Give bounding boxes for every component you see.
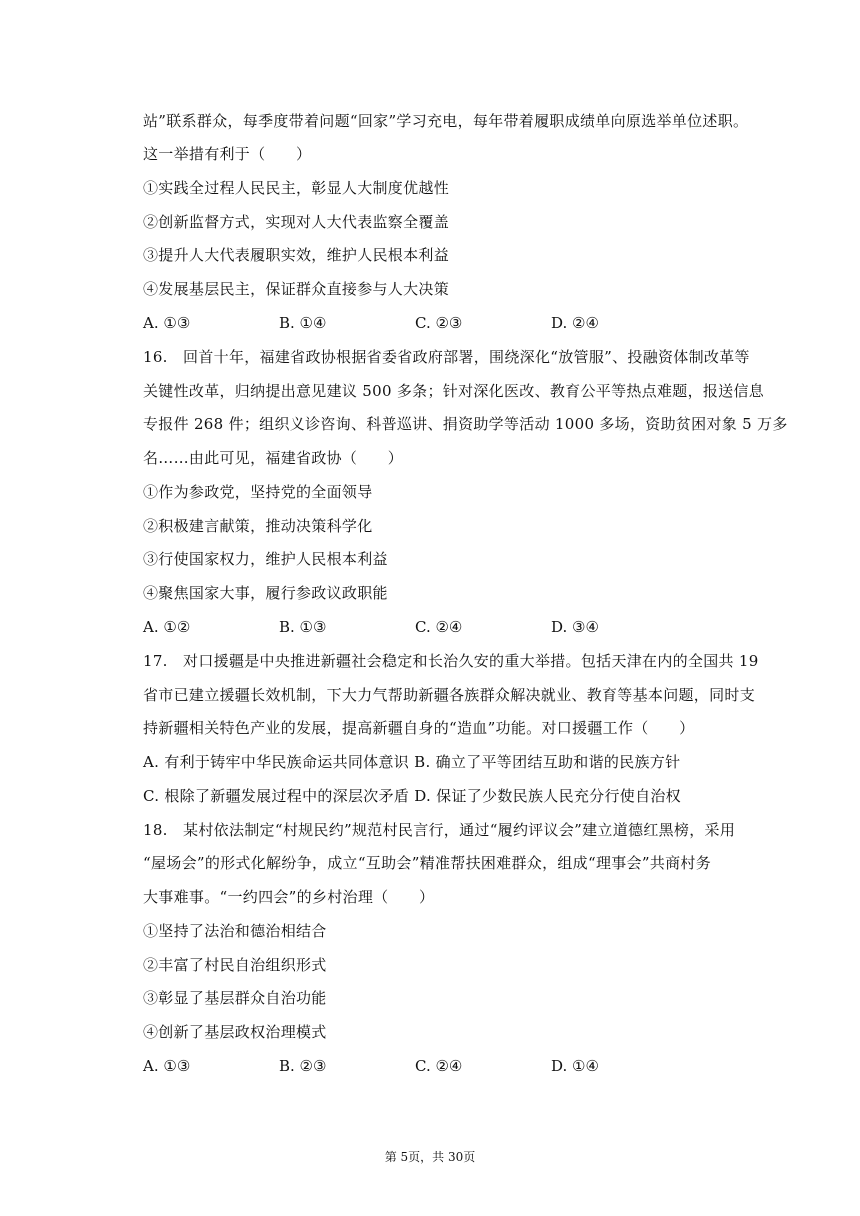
q18-stem-line-3: 大事难事。“一约四会”的乡村治理（ ） xyxy=(143,888,435,906)
q18-item-3: ③彰显了基层群众自治功能 xyxy=(143,989,327,1007)
page-number-footer: 第 5页，共 30页 xyxy=(384,1150,476,1164)
q18-option-a: A. ①③ xyxy=(143,1057,191,1075)
q18-stem-line-1: 18. 某村依法制定“村规民约”规范村民言行，通过“履约评议会”建立道德红黑榜，采用 xyxy=(143,821,736,839)
q16-item-2: ②积极建言献策，推动决策科学化 xyxy=(143,517,373,535)
q17-stem-line-1: 17. 对口援疆是中央推进新疆社会稳定和长治久安的重大举措。包括天津在内的全国共 19 xyxy=(143,652,759,670)
q16-item-3: ③行使国家权力，维护人民根本利益 xyxy=(143,550,388,568)
q17-stem-line-2: 省市已建立援疆长效机制，下大力气帮助新疆各族群众解决就业、教育等基本问题，同时支 xyxy=(143,686,756,704)
q16-option-a: A. ①② xyxy=(143,618,191,636)
q18-item-1: ①坚持了法治和德治相结合 xyxy=(143,922,327,940)
q15-option-a: A. ①③ xyxy=(143,314,191,332)
q16-option-d: D. ③④ xyxy=(551,618,599,636)
q16-item-4: ④聚焦国家大事，履行参政议政职能 xyxy=(143,584,388,602)
q18-stem-line-2: “屋场会”的形式化解纷争，成立“互助会”精准帮扶困难群众，组成“理事会”共商村务 xyxy=(143,854,712,872)
q18-option-d: D. ①④ xyxy=(551,1057,599,1075)
q16-stem-line-4: 名……由此可见，福建省政协（ ） xyxy=(143,449,404,467)
q15-option-c: C. ②③ xyxy=(415,314,463,332)
q15-item-1: ①实践全过程人民民主，彰显人大制度优越性 xyxy=(143,179,450,197)
q16-option-c: C. ②④ xyxy=(415,618,463,636)
q18-item-2: ②丰富了村民自治组织形式 xyxy=(143,956,327,974)
q16-stem-line-3: 专报件 268 件；组织义诊咨询、科普巡讲、捐资助学等活动 1000 多场，资助贫困对象 5 万多 xyxy=(143,415,788,433)
q15-option-b: B. ①④ xyxy=(279,314,327,332)
q17-stem-line-3: 持新疆相关特色产业的发展，提高新疆自身的“造血”功能。对口援疆工作（ ） xyxy=(143,719,695,737)
q16-item-1: ①作为参政党，坚持党的全面领导 xyxy=(143,483,373,501)
q15-option-d: D. ②④ xyxy=(551,314,599,332)
q17-options-line-2: C. 根除了新疆发展过程中的深层次矛盾 D. 保证了少数民族人民充分行使自治权 xyxy=(143,787,681,805)
q18-option-c: C. ②④ xyxy=(415,1057,463,1075)
q16-stem-line-1: 16. 回首十年，福建省政协根据省委省政府部署，围绕深化“放管服”、投融资体制改革等 xyxy=(143,348,750,366)
q16-stem-line-2: 关键性改革，归纳提出意见建议 500 多条；针对深化医改、教育公平等热点难题，报送信息 xyxy=(143,382,765,400)
q15-stem-line-1: 站”联系群众，每季度带着问题“回家”学习充电，每年带着履职成绩单向原选举单位述职。 xyxy=(143,112,749,130)
q15-item-2: ②创新监督方式，实现对人大代表监察全覆盖 xyxy=(143,213,450,231)
q15-stem-line-2: 这一举措有利于（ ） xyxy=(143,145,312,163)
q15-item-3: ③提升人大代表履职实效，维护人民根本利益 xyxy=(143,246,450,264)
q15-item-4: ④发展基层民主，保证群众直接参与人大决策 xyxy=(143,280,450,298)
q16-option-b: B. ①③ xyxy=(279,618,327,636)
q17-options-line-1: A. 有利于铸牢中华民族命运共同体意识 B. 确立了平等团结互助和谐的民族方针 xyxy=(143,753,681,771)
q18-item-4: ④创新了基层政权治理模式 xyxy=(143,1023,327,1041)
q18-option-b: B. ②③ xyxy=(279,1057,327,1075)
